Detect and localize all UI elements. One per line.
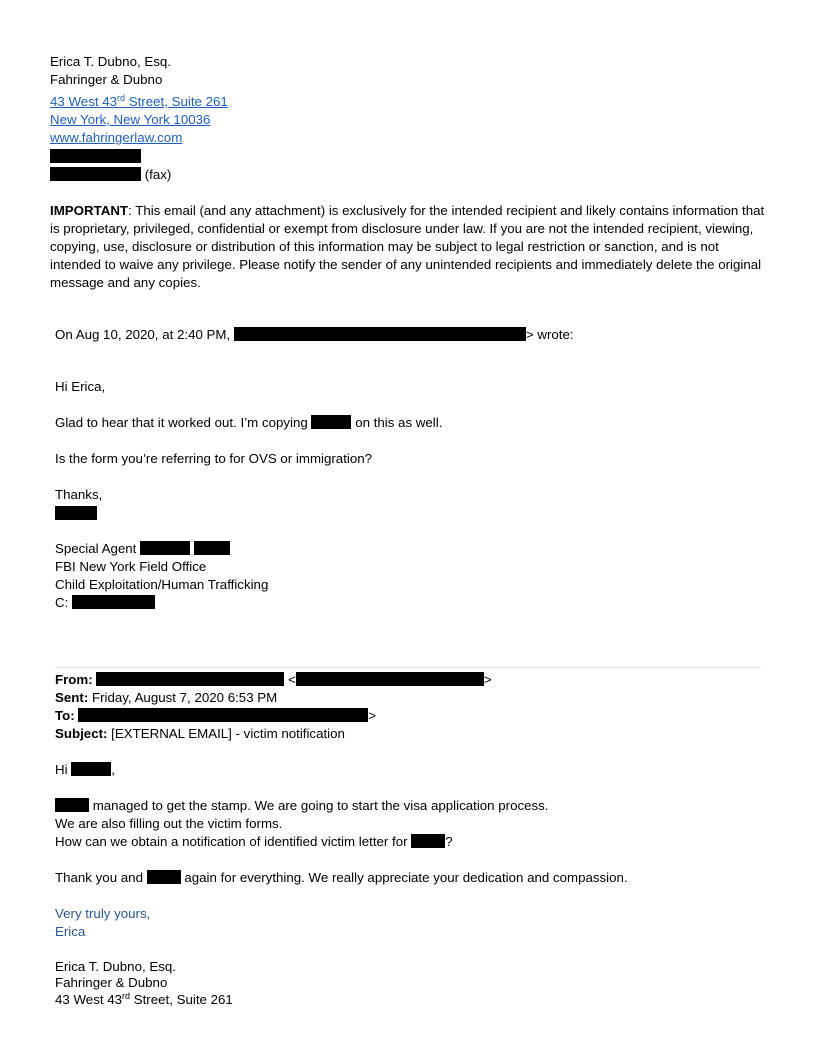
- sent-value: Friday, August 7, 2020 6:53 PM: [91, 690, 278, 705]
- from-gt: >: [483, 672, 492, 687]
- fax-label: (fax): [144, 167, 172, 182]
- fax-line: [50, 166, 171, 184]
- address-superscript: rd: [117, 93, 126, 103]
- original-text: How can we obtain a notification of identified victim letter for: [55, 834, 408, 849]
- notice-body: : This email (and any attachment) is exclusively for the intended recipient and likely contains information that is proprietary, privileged, confidential or exempt from disclosure under law. If you are not the intended recipient, viewing, copying, use, disclosure or distribution of this information may be subject to legal restriction or sanction, and is not intended to waive any privilege. Please notify the sender of any unintended recipients and immediately delete the original message and any copies.: [50, 203, 765, 290]
- subject-line: [55, 725, 345, 743]
- original-greeting: [55, 761, 115, 779]
- redaction-box: [78, 708, 368, 722]
- agent-office: FBI New York Field Office: [55, 559, 207, 574]
- firm-name: Fahringer & Dubno: [50, 72, 163, 87]
- reply-question: Is the form you’re referring to for OVS or immigration?: [55, 451, 373, 466]
- redaction-box: [194, 541, 230, 555]
- cell-label: C:: [55, 595, 69, 610]
- bottom-address-street: 43 West 43: [55, 992, 123, 1007]
- greeting-text: Hi: [55, 762, 68, 777]
- reply-greeting: Hi Erica,: [55, 379, 106, 394]
- subject-label: Subject:: [55, 726, 108, 741]
- bottom-address-superscript: rd: [122, 991, 131, 1001]
- reply-signoff: [55, 505, 97, 523]
- subject-value: [EXTERNAL EMAIL] - victim notification: [111, 726, 345, 741]
- agent-title: Special Agent: [55, 541, 137, 556]
- reply-line: [55, 414, 442, 432]
- reply-thanks: Thanks,: [55, 487, 103, 502]
- reply-text: Glad to hear that it worked out. I’m copying: [55, 415, 308, 430]
- original-line: [55, 869, 628, 887]
- confidentiality-notice: [50, 202, 766, 292]
- address-street: 43 West 43: [50, 94, 118, 109]
- closing-name: Erica: [55, 924, 86, 939]
- redaction-box: [50, 167, 141, 181]
- closing: Very truly yours,: [55, 906, 151, 921]
- from-label: From:: [55, 672, 93, 687]
- redaction-box: [140, 541, 190, 555]
- redaction-box: [96, 672, 284, 686]
- redaction-box: [71, 762, 111, 776]
- agent-cell-line: [55, 594, 155, 612]
- redaction-box: [50, 149, 141, 163]
- redaction-box: [55, 798, 89, 812]
- from-line: [55, 671, 492, 689]
- redaction-box: [147, 870, 181, 884]
- greeting-comma: ,: [111, 762, 115, 777]
- from-lt: <: [288, 672, 296, 687]
- city-link[interactable]: New York, New York 10036: [50, 112, 211, 127]
- redaction-box: [72, 595, 155, 609]
- to-label: To:: [55, 708, 75, 723]
- original-text: ?: [445, 834, 453, 849]
- quote-header-end: > wrote:: [525, 327, 574, 342]
- address-suite: Street, Suite 261: [125, 94, 228, 109]
- bottom-address: [55, 992, 233, 1008]
- bottom-sender-name: Erica T. Dubno, Esq.: [55, 959, 176, 974]
- redaction-box: [234, 327, 526, 341]
- quote-header: [55, 326, 574, 344]
- to-gt: >: [368, 708, 377, 723]
- original-text: Thank you and: [55, 870, 143, 885]
- agent-unit: Child Exploitation/Human Trafficking: [55, 577, 269, 592]
- sent-label: Sent:: [55, 690, 89, 705]
- header-divider: [55, 667, 761, 668]
- original-text: again for everything. We really appreciate your dedication and compassion.: [184, 870, 628, 885]
- to-line: [55, 707, 376, 725]
- redaction-box: [296, 672, 484, 686]
- reply-text: on this as well.: [355, 415, 443, 430]
- redaction-box: [411, 834, 445, 848]
- original-line: [55, 833, 453, 851]
- quote-header-text: On Aug 10, 2020, at 2:40 PM,: [55, 327, 231, 342]
- bottom-address-suite: Street, Suite 261: [130, 992, 233, 1007]
- original-line: [55, 797, 549, 815]
- redaction-box: [311, 415, 351, 429]
- phone-line: [50, 148, 141, 166]
- original-line: We are also filling out the victim forms.: [55, 816, 283, 831]
- address-link[interactable]: [50, 93, 228, 111]
- sent-line: [55, 689, 277, 707]
- notice-label: IMPORTANT: [50, 203, 129, 218]
- website-link[interactable]: www.fahringerlaw.com: [50, 130, 183, 145]
- agent-title-line: [55, 540, 230, 558]
- redaction-box: [55, 506, 97, 520]
- bottom-firm-name: Fahringer & Dubno: [55, 975, 168, 990]
- original-text: managed to get the stamp. We are going to start the visa application process.: [92, 798, 549, 813]
- sender-name: Erica T. Dubno, Esq.: [50, 54, 171, 69]
